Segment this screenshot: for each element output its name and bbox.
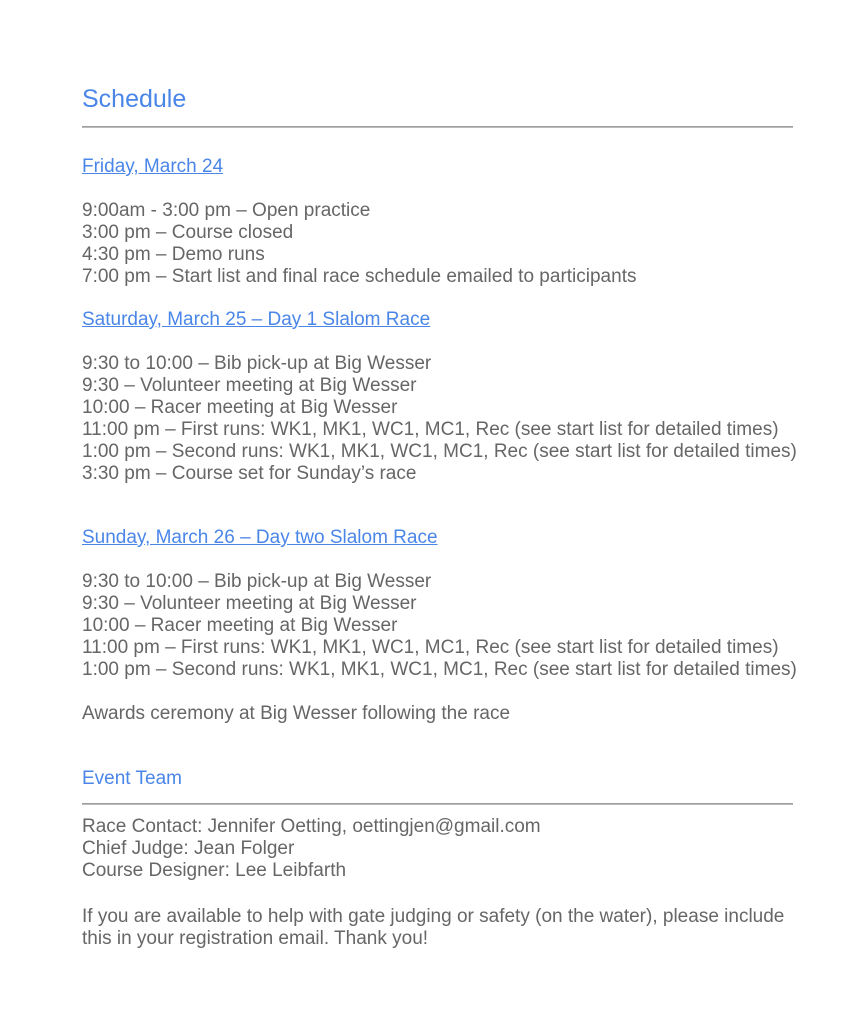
schedule-item: 9:30 to 10:00 – Bib pick-up at Big Wesser (82, 571, 432, 592)
schedule-item: 1:00 pm – Second runs: WK1, MK1, WC1, MC1, Rec (see start list for detailed times) (82, 659, 797, 680)
day-section-saturday (82, 309, 807, 485)
schedule-item: 9:30 – Volunteer meeting at Big Wesser (82, 375, 417, 396)
friday-items (82, 200, 807, 288)
schedule-item: 11:00 pm – First runs: WK1, MK1, WC1, MC1, Rec (see start list for detailed times) (82, 419, 779, 440)
schedule-item: 4:30 pm – Demo runs (82, 244, 265, 265)
contact-line-race-contact: Race Contact: Jennifer Oetting, oettingjen@gmail.com (82, 816, 541, 837)
event-team-contacts (82, 816, 807, 882)
day-section-sunday (82, 527, 807, 681)
day-section-friday (82, 156, 807, 288)
volunteer-note: If you are available to help with gate judging or safety (on the water), please include this in your registration email. Thank you! (82, 906, 785, 949)
event-team-divider (82, 803, 793, 805)
schedule-item: 10:00 – Racer meeting at Big Wesser (82, 397, 398, 418)
schedule-item: 9:30 – Volunteer meeting at Big Wesser (82, 593, 417, 614)
schedule-item: 1:00 pm – Second runs: WK1, MK1, WC1, MC1, Rec (see start list for detailed times) (82, 441, 797, 462)
saturday-items (82, 353, 807, 485)
contact-line-course-designer: Course Designer: Lee Leibfarth (82, 860, 347, 881)
sunday-link[interactable]: Sunday, March 26 – Day two Slalom Race (82, 527, 438, 548)
schedule-heading: Schedule (82, 85, 187, 113)
schedule-item: 7:00 pm – Start list and final race schedule emailed to participants (82, 266, 637, 287)
friday-link[interactable]: Friday, March 24 (82, 156, 224, 177)
event-team-heading: Event Team (82, 768, 182, 789)
schedule-divider (82, 126, 793, 128)
saturday-link[interactable]: Saturday, March 25 – Day 1 Slalom Race (82, 309, 431, 330)
schedule-item: 10:00 – Racer meeting at Big Wesser (82, 615, 398, 636)
awards-note: Awards ceremony at Big Wesser following the race (82, 703, 511, 724)
schedule-item: 9:00am - 3:00 pm – Open practice (82, 200, 371, 221)
schedule-item: 11:00 pm – First runs: WK1, MK1, WC1, MC1, Rec (see start list for detailed times) (82, 637, 779, 658)
sunday-items (82, 571, 807, 681)
schedule-item: 3:00 pm – Course closed (82, 222, 294, 243)
schedule-item: 9:30 to 10:00 – Bib pick-up at Big Wesser (82, 353, 432, 374)
schedule-item: 3:30 pm – Course set for Sunday’s race (82, 463, 417, 484)
contact-line-chief-judge: Chief Judge: Jean Folger (82, 838, 295, 859)
